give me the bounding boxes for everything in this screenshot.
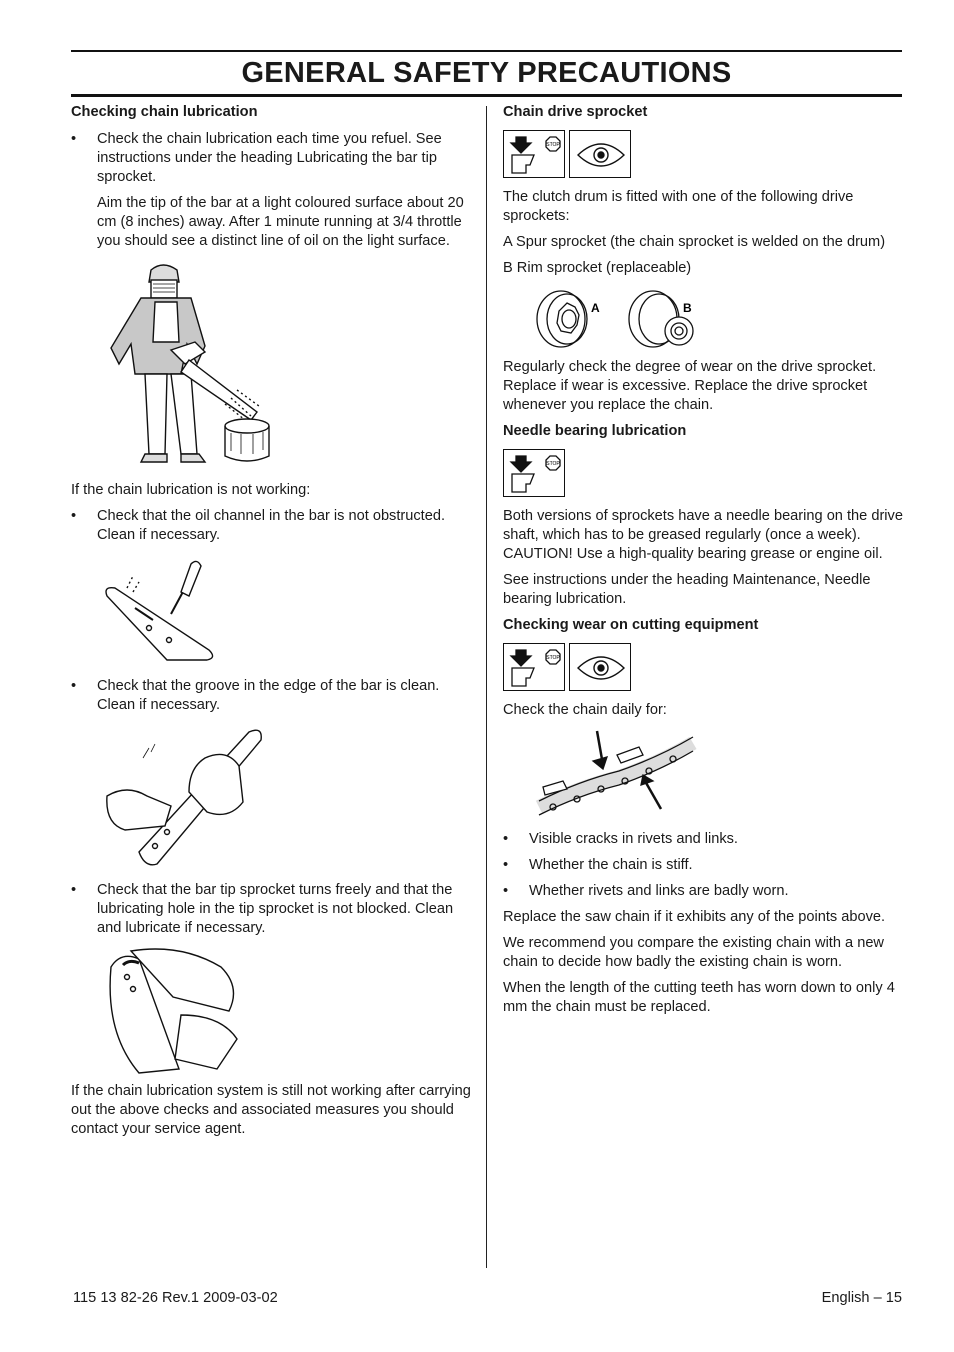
- paragraph: Regularly check the degree of wear on the drive sprocket. Replace if wear is excessive. Replace the drive sprocket whenever you replace the chain.: [503, 359, 877, 413]
- paragraph: See instructions under the heading Maintenance, Needle bearing lubrication.: [503, 572, 871, 607]
- section-heading-needle-bearing: Needle bearing lubrication: [503, 423, 687, 439]
- footer-page-number: English – 15: [821, 1290, 902, 1306]
- paragraph: We recommend you compare the existing chain with a new chain to decide how badly the existing chain is worn.: [503, 935, 884, 970]
- list-item: • Whether the chain is stiff.: [503, 856, 905, 875]
- stop-engine-icon: [503, 449, 565, 497]
- cleaning-bar-groove-illustration: [71, 722, 471, 874]
- header-rule-top: [71, 50, 902, 52]
- list-item: • Check that the bar tip sprocket turns freely and that the lubricating hole in the tip sprocket is not blocked. Clean and lubricate if necessary.: [71, 881, 471, 938]
- icon-row: [503, 130, 905, 182]
- saw-chain-wear-illustration: [503, 727, 903, 823]
- paragraph: If the chain lubrication system is still not working after carrying out the above checks and associated measures you should contact your service agent.: [71, 1083, 471, 1137]
- footer-document-number: 115 13 82-26 Rev.1 2009-03-02: [73, 1290, 278, 1306]
- paragraph: Aim the tip of the bar at a light coloured surface about 20 cm (8 inches) away. After 1 minute running at 3/4 throttle you should see a distinct line of oil on the light surface.: [97, 195, 464, 249]
- list-item: • Check that the groove in the edge of the bar is clean. Clean if necessary.: [71, 677, 471, 715]
- visual-inspection-eye-icon: [569, 130, 631, 178]
- paragraph: Both versions of sprockets have a needle bearing on the drive shaft, which has to be greased regularly (once a week). CAUTION! Use a high-quality bearing grease or engine oil.: [503, 508, 903, 562]
- header-rule-bottom: [71, 94, 902, 97]
- sprocket-type-b: B Rim sprocket (replaceable): [503, 260, 692, 276]
- paragraph: Check the chain daily for:: [503, 702, 667, 718]
- paragraph: When the length of the cutting teeth has worn down to only 4 mm the chain must be replaced.: [503, 980, 895, 1015]
- column-divider: [486, 106, 487, 1268]
- stop-engine-icon: [503, 130, 565, 178]
- figure-label-b: B: [683, 301, 692, 315]
- paragraph: If the chain lubrication is not working:: [71, 482, 311, 498]
- list-item: • Check that the oil channel in the bar is not obstructed. Clean if necessary.: [71, 507, 471, 545]
- list-item: • Visible cracks in rivets and links.: [503, 830, 905, 849]
- section-heading-checking-wear: Checking wear on cutting equipment: [503, 617, 759, 633]
- stop-label: STOP: [546, 461, 560, 467]
- page-title: GENERAL SAFETY PRECAUTIONS: [241, 57, 732, 89]
- bar-tip-sprocket-lubrication-illustration: [71, 945, 471, 1075]
- section-heading-chain-lubrication: Checking chain lubrication: [71, 104, 258, 120]
- stop-engine-icon: [503, 643, 565, 691]
- left-column: [71, 103, 471, 1146]
- paragraph: Replace the saw chain if it exhibits any of the points above.: [503, 909, 886, 925]
- section-heading-chain-drive-sprocket: Chain drive sprocket: [503, 104, 648, 120]
- stop-label: STOP: [546, 142, 560, 148]
- screwdriver-cleaning-bar-illustration: [71, 552, 471, 670]
- operator-with-chainsaw-illustration: [71, 258, 471, 474]
- visual-inspection-eye-icon: [569, 643, 631, 691]
- figure-label-a: A: [591, 301, 600, 315]
- paragraph: The clutch drum is fitted with one of the following drive sprockets:: [503, 189, 854, 224]
- icon-row: [503, 449, 905, 501]
- icon-row: [503, 643, 905, 695]
- sprocket-type-a: A Spur sprocket (the chain sprocket is welded on the drum): [503, 234, 886, 250]
- list-item: • Whether rivets and links are badly worn.: [503, 882, 905, 901]
- sprocket-types-illustration: [503, 285, 903, 351]
- list-item: • Check the chain lubrication each time you refuel. See instructions under the heading Lubricating the bar tip sprocket.: [71, 130, 471, 187]
- stop-label: STOP: [546, 655, 560, 661]
- right-column: [503, 103, 905, 1024]
